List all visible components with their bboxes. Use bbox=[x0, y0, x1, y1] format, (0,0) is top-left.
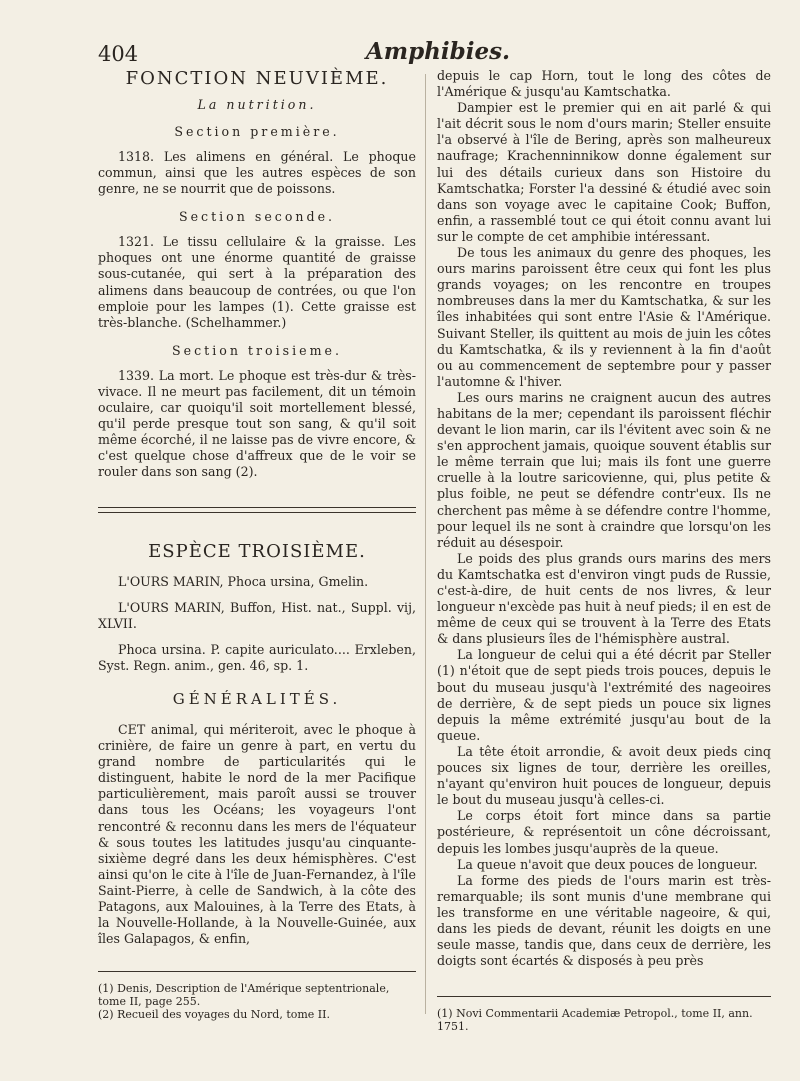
generalites-heading: GÉNÉRALITÉS. bbox=[172, 689, 342, 708]
footnote-right: (1) Novi Commentarii Academiæ Petropol., tome II, ann. 1751. bbox=[437, 1007, 753, 1034]
espece-heading: ESPÈCE TROISIÈME. bbox=[148, 540, 366, 562]
fonction-heading: FONCTION NEUVIÈME. bbox=[125, 68, 389, 89]
paragraph-tete: La tête étoit arrondie, & avoit deux pieds cinq pouces six lignes de tour, derrière les oreilles, n'ayant qu'environ huit pouces de longueur, depuis le bout du museau jusqu'à celles-ci. bbox=[437, 743, 771, 808]
nutrition-heading: La nutrition. bbox=[197, 97, 317, 112]
paragraph-poids: Le poids des plus grands ours marins des mers du Kamtschatka est d'environ vingt puds de Russie, c'est-à-dire, de huit cents de nos livres, & leur longueur n'excède pas huit à neuf pieds; il en est de même de ceux qui se trouvent à la Terre des Etats & dans plusieurs îles de l'hémisphère austral. bbox=[437, 550, 771, 647]
paragraph-1339: 1339. La mort. Le phoque est très-dur & très-vivace. Il ne meurt pas facilement, dit un témoin oculaire, car quoiqu'il soit mortellement blessé, qu'il perde presque tout son sang, & qu'il soit même écorché, il ne laisse pas de vivre encore, & c'est quelque chose d'affreux que de le voir se rouler dans son sang (2). bbox=[98, 367, 416, 480]
paragraph-queue: La queue n'avoit que deux pouces de longueur. bbox=[457, 856, 758, 872]
synonym-line-2: L'OURS MARIN, Buffon, Hist. nat., Suppl. vij, XLVII. bbox=[98, 599, 416, 631]
paragraph-voyages: De tous les animaux du genre des phoques, les ours marins paroissent être ceux qui font les plus grands voyages; on les rencontre en troupes nombreuses dans la mer du Kamtschatka, & sur les îles inhabitées qui sont entre l'Asie & l'Amérique. Suivant Steller, ils quittent au mois de juin les côtes du Kamtschatka, & ils y reviennent à la fin d'août ou au commencement de septembre pour y passer l'automne & l'hiver. bbox=[437, 245, 771, 389]
paragraph-1321: 1321. Le tissu cellulaire & la graisse. Les phoques ont une énorme quantité de graisse sous-cutanée, qui sert à la préparation des alimens dans beaucoup de contrées, ou que l'on emploie pour les lampes (1). Cette graisse est très-blanche. (Schelhammer.) bbox=[98, 234, 416, 330]
right-column bbox=[437, 68, 771, 1033]
page-number: 404 bbox=[98, 42, 139, 66]
paragraph-continued: depuis le cap Horn, tout le long des côtes de l'Amérique & jusqu'au Kamtschatka. bbox=[437, 68, 771, 100]
footnote-rule-right bbox=[437, 996, 771, 997]
synonym-line-1: L'OURS MARIN, Phoca ursina, Gmelin. bbox=[118, 573, 369, 589]
running-header bbox=[98, 38, 778, 68]
paragraph-1318: 1318. Les alimens en général. Le phoque commun, ainsi que les autres espèces de son genre, ne se nourrit que de poissons. bbox=[98, 149, 416, 197]
running-title: Amphibies. bbox=[365, 38, 511, 65]
footnote-1: (1) Denis, Description de l'Amérique septentrionale, tome II, page 255. bbox=[98, 982, 390, 1009]
section-heading-3: Section troisieme. bbox=[172, 342, 342, 358]
section-heading-1: Section première. bbox=[174, 124, 340, 139]
paragraph-dampier: Dampier est le premier qui en ait parlé & qui l'ait décrit sous le nom d'ours marin; Steller ensuite l'a observé à l'île de Bering, après son malheureux naufrage; Krachenninnikow donne également sur lui des détails curieux dans son Histoire du Kamtschatka; Forster l'a dessiné & étudié avec soin dans son voyage avec le capitaine Cook; Buffon, enfin, a rassemblé tout ce qui étoit connu avant lui sur le compte de cet amphibie intéressant. bbox=[437, 100, 771, 244]
footnote-2: (2) Recueil des voyages du Nord, tome II. bbox=[98, 1008, 330, 1022]
synonym-line-3: Phoca ursina. P. capite auriculato.... Erxleben, Syst. Regn. anim., gen. 46, sp. 1. bbox=[98, 641, 416, 673]
section-heading-2: Section seconde. bbox=[178, 209, 336, 225]
paragraph-longueur: La longueur de celui qui a été décrit par Steller (1) n'étoit que de sept pieds trois pouces, depuis le bout du museau jusqu'à l'extrémité des nageoires de derrière, & de sept pieds un pouce six lignes depuis la même extrémité jusqu'au bout de la queue. bbox=[437, 647, 771, 743]
paragraph-habitants: Les ours marins ne craignent aucun des autres habitans de la mer; cependant ils paroissent fléchir devant le lion marin, car ils l'évitent avec soin & ne s'en approchent jamais, quoique souvent établis sur le même terrain que lui; mais ils font une guerre cruelle à la loutre saricovienne, qui, plus petite & plus foible, ne peut se défendre contr'eux. Ils ne cherchent pas même à se défendre contre l'homme, pour lequel ils ne sont à craindre que lorsqu'on les réduit au désespoir. bbox=[437, 389, 771, 550]
section-divider bbox=[98, 507, 416, 513]
left-column bbox=[98, 68, 416, 1021]
footnote-rule bbox=[98, 971, 416, 972]
paragraph-corps: Le corps étoit fort mince dans sa partie postérieure, & représentoit un cône décroissant, depuis les lombes jusqu'auprès de la queue. bbox=[437, 808, 771, 856]
paragraph-pieds: La forme des pieds de l'ours marin est très-remarquable; ils sont munis d'une membrane qui les transforme en une véritable nageoire, & qui, dans les pieds de devant, réunit les doigts en une seule masse, tandis que, dans ceux de derrière, les doigts sont écartés & disposés à peu près bbox=[437, 872, 771, 969]
body-paragraph: CET animal, qui mériteroit, avec le phoque à crinière, de faire un genre à part, en vertu du grand nombre de particularités qui le distinguent, habite le nord de la mer Pacifique particulièrement, mais paroît aussi se trouver dans tous les Océans; les voyageurs l'ont rencontré & reconnu dans les mers de l'équateur & sous toutes les latitudes jusqu'au cinquante-sixième degré dans les deux hémisphères. C'est ainsi qu'on le cite à l'île de Juan-Fernandez, à l'île Saint-Pierre, à celle de Sandwich, à la côte des Patagons, aux Malouines, à la Terre des Etats, à la Nouvelle-Hollande, à la Nouvelle-Guinée, aux îles Galapagos, & enfin, bbox=[98, 721, 416, 947]
column-divider bbox=[425, 74, 426, 1014]
